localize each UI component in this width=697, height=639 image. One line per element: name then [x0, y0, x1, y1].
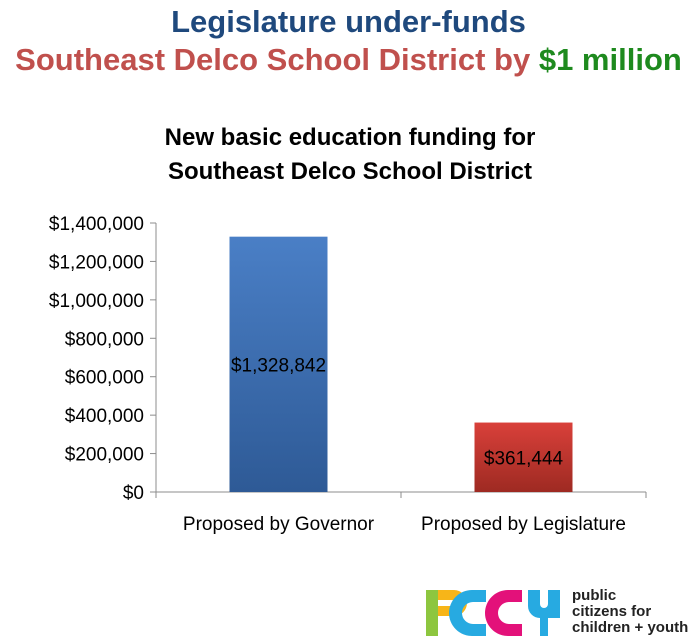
- chart-title-line-1: New basic education funding for: [164, 124, 536, 151]
- y-tick-label: $1,400,000: [48, 214, 144, 235]
- y-tick-label: $1,200,000: [48, 252, 144, 274]
- y-tick-label: $1,000,000: [48, 290, 144, 312]
- y-tick-label: $800,000: [64, 329, 144, 351]
- headline-district-text: Southeast Delco School District by: [15, 42, 539, 77]
- logo-text-line-1: public: [572, 587, 617, 604]
- y-tick-label: $400,000: [64, 406, 144, 428]
- logo-text-line-2: citizens for: [572, 603, 652, 620]
- data-label: $361,444: [483, 448, 564, 470]
- y-tick-label: $600,000: [64, 367, 144, 389]
- chart-title-line-2: Southeast Delco School District: [167, 158, 533, 185]
- x-category-label: Proposed by Governor: [182, 514, 375, 535]
- logo-text-line-3: children + youth: [572, 619, 689, 636]
- headline-amount: $1 million: [538, 42, 682, 77]
- x-category-label: Proposed by Legislature: [421, 514, 626, 535]
- pccy-logo-text: [572, 588, 688, 636]
- headline-line-1: Legislature under-funds: [171, 4, 526, 39]
- y-tick-label: $200,000: [64, 444, 144, 466]
- data-label: $1,328,842: [230, 355, 327, 377]
- y-tick-label: $0: [122, 483, 144, 504]
